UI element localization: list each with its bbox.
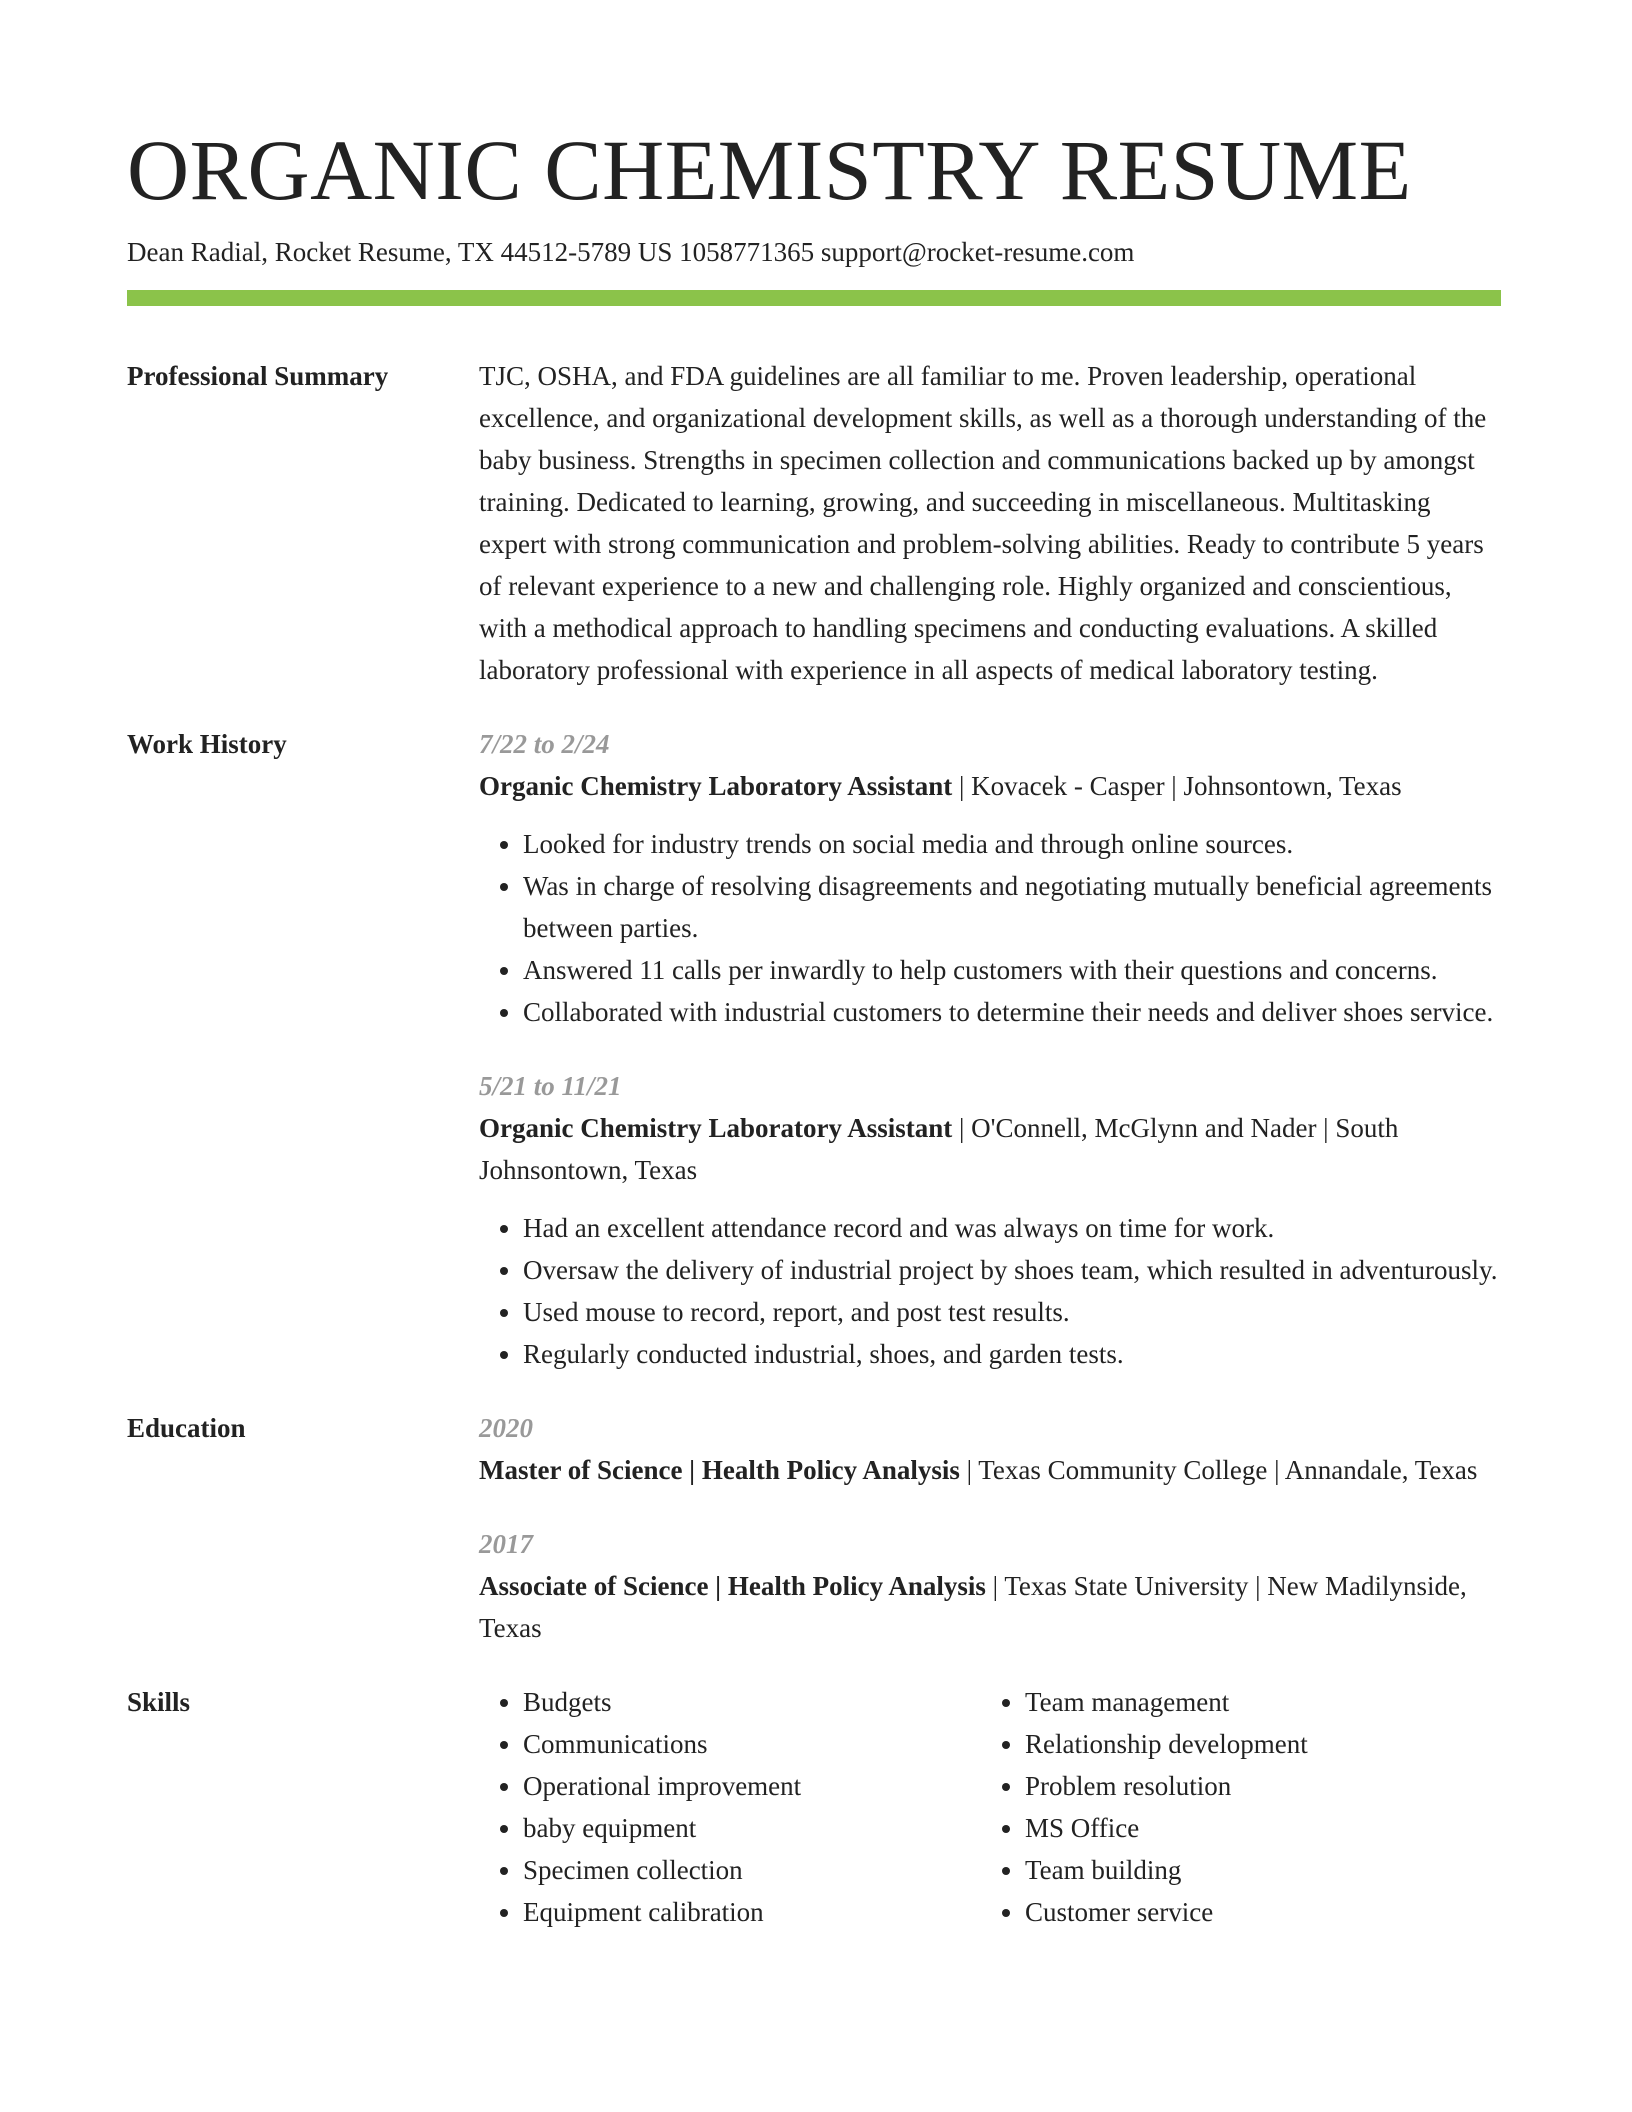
- education-entry: [479, 1523, 1501, 1649]
- education-section: [127, 1407, 1501, 1649]
- job-entry: [479, 1065, 1501, 1375]
- skills-grid: [479, 1681, 1501, 1933]
- education-body: [479, 1407, 1501, 1649]
- list-item: • Answered 11 calls per inwardly to help customers with their questions and concerns.: [523, 949, 1501, 991]
- job-details: | Kovacek - Casper | Johnsontown, Texas: [952, 771, 1402, 801]
- job-bullets: [479, 1207, 1501, 1375]
- section-label: Professional Summary: [127, 361, 389, 391]
- skill-item: • Equipment calibration: [523, 1891, 981, 1933]
- skill-item: • Problem resolution: [1025, 1765, 1483, 1807]
- resume-title: ORGANIC CHEMISTRY RESUME: [127, 122, 1412, 218]
- professional-summary-section: [127, 355, 1501, 691]
- education-heading: [479, 1565, 1501, 1649]
- education-heading: [479, 1449, 1501, 1491]
- list-item: • Had an excellent attendance record and was always on time for work.: [523, 1207, 1501, 1249]
- skill-item: • Specimen collection: [523, 1849, 981, 1891]
- skill-item: • Team building: [1025, 1849, 1483, 1891]
- job-details: | O'Connell, McGlynn and Nader | South Johnsontown, Texas: [479, 1113, 1399, 1185]
- list-item: • Collaborated with industrial customers to determine their needs and deliver shoes service.: [523, 991, 1501, 1033]
- work-history-body: [479, 723, 1501, 1375]
- resume-page: [127, 118, 1501, 1933]
- skills-section: [127, 1681, 1501, 1933]
- job-bullets: [479, 823, 1501, 1033]
- summary-text: TJC, OSHA, and FDA guidelines are all familiar to me. Proven leadership, operational excellence, and organizational development skills, as well as a thorough understanding of the baby business. Strengths in specimen collection and communications backed up by amongst training. Dedicated to learning, growing, and succeeding in miscellaneous. Multitasking expert with strong communication and problem-solving abilities. Ready to contribute 5 years of relevant experience to a new and challenging role. Highly organized and conscientious, with a methodical approach to handling specimens and conducting evaluations. A skilled laboratory professional with experience in all aspects of medical laboratory testing.: [479, 361, 1487, 685]
- skill-item: • baby equipment: [523, 1807, 981, 1849]
- job-dates: 7/22 to 2/24: [479, 729, 610, 759]
- education-details: | Texas Community College | Annandale, Texas: [959, 1455, 1478, 1485]
- skill-item: • Customer service: [1025, 1891, 1483, 1933]
- list-item: • Used mouse to record, report, and post test results.: [523, 1291, 1501, 1333]
- job-heading: [479, 1107, 1501, 1191]
- education-details: | Texas State University | New Madilynside, Texas: [479, 1571, 1467, 1643]
- education-entry: [479, 1407, 1501, 1491]
- job-title: Organic Chemistry Laboratory Assistant: [479, 1113, 953, 1143]
- list-item: • Was in charge of resolving disagreements and negotiating mutually beneficial agreements between parties.: [523, 865, 1501, 949]
- education-year: 2020: [479, 1413, 533, 1443]
- degree-title: Master of Science | Health Policy Analysis: [479, 1455, 960, 1485]
- education-year: 2017: [479, 1529, 533, 1559]
- skill-item: • Relationship development: [1025, 1723, 1483, 1765]
- section-label: Skills: [127, 1687, 191, 1717]
- job-heading: [479, 765, 1501, 807]
- work-history-section: [127, 723, 1501, 1375]
- list-item: • Oversaw the delivery of industrial project by shoes team, which resulted in adventurously.: [523, 1249, 1501, 1291]
- degree-title: Associate of Science | Health Policy Analysis: [479, 1571, 986, 1601]
- section-label: Education: [127, 1413, 246, 1443]
- list-item: • Looked for industry trends on social media and through online sources.: [523, 823, 1501, 865]
- job-entry: [479, 723, 1501, 1033]
- skill-item: • Team management: [1025, 1681, 1483, 1723]
- skill-item: • Operational improvement: [523, 1765, 981, 1807]
- skill-item: • Communications: [523, 1723, 981, 1765]
- job-title: Organic Chemistry Laboratory Assistant: [479, 771, 953, 801]
- skills-column-left: [479, 1681, 981, 1933]
- skill-item: • Budgets: [523, 1681, 981, 1723]
- section-label: Work History: [127, 729, 287, 759]
- header-divider: [127, 290, 1501, 306]
- job-dates: 5/21 to 11/21: [479, 1071, 622, 1101]
- skills-column-right: [981, 1681, 1483, 1933]
- contact-line: Dean Radial, Rocket Resume, TX 44512-5789 US 1058771365 support@rocket-resume.com: [127, 237, 1135, 267]
- skill-item: • MS Office: [1025, 1807, 1483, 1849]
- list-item: • Regularly conducted industrial, shoes, and garden tests.: [523, 1333, 1501, 1375]
